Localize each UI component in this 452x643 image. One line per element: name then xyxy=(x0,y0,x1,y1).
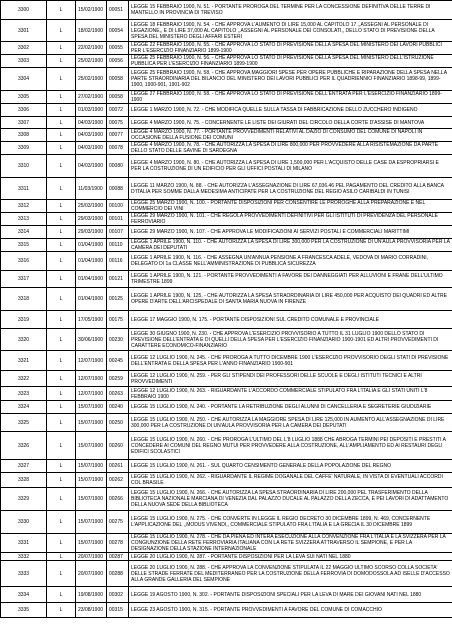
table-row xyxy=(1,20,452,42)
table-row xyxy=(1,553,452,561)
row-date-cell: 11/03/1900 xyxy=(76,178,107,200)
row-description-cell: LEGGE 18 FEBBRAIO 1900, N. 54. - CHE APPROVA L'AUMENTO DI LIRE 15,000 AL CAPITOLO 17 ,,ASSEGNI AL PERSONALE DI LEGAZIONE,, E DI LIRE 37,000 AL CAPITOLO ,,ASSEGNI AL PERSONALE DEI CONSOLATI,, DELLO STATO DI PREVISIONE DELLA SPESA DEL MINISTERO DEGLI AFFARI ESTERI xyxy=(129,20,452,42)
row-number-cell: 00275 xyxy=(107,511,129,534)
row-type-cell: L xyxy=(47,473,76,488)
row-date-cell: 29/03/1900 xyxy=(76,213,107,226)
row-id-cell: 3301 xyxy=(1,20,47,42)
row-description-cell: LEGGE 1 APRILE 1900, N. 121. - PORTANTE PROVVEDIMENTI A FAVORE DEI DANNEGGIATI PER ALLUVIONI E FRANE DELL'ULTIMO TRIMESTRE 1899 xyxy=(129,271,452,288)
row-id-cell: 3312 xyxy=(1,200,47,213)
row-type-cell: L xyxy=(47,488,76,511)
row-type-cell: L xyxy=(47,1,76,20)
table-row xyxy=(1,252,452,271)
row-id-cell: 3330 xyxy=(1,511,47,534)
row-number-cell: 00058 xyxy=(107,68,129,91)
row-id-cell: 3303 xyxy=(1,55,47,68)
table-row xyxy=(1,351,452,371)
row-description-cell: LEGGE 12 LUGLIO 1900, N. 245. - CHE PROROGA A TUTTO DICEMBRE 1900 L'ESERCIZIO PROVVISORIO DEGLI STATI DI PREVISIONE DELL'ENTRATA E DELLA SPESA PER L'ANNO FINANZIARIO 1900-901 xyxy=(129,351,452,371)
row-description-cell: LEGGE 15 LUGLIO 1900, N. 261. - SUL QUARTO CENSIMENTO GENERALE DELLA POPOLAZIONE DEL REGNO xyxy=(129,460,452,473)
row-type-cell: L xyxy=(47,534,76,553)
row-id-cell: 3317 xyxy=(1,271,47,288)
row-description-cell: LEGGE 20 LUGLIO 1900, N. 288. - CHE APPROVA LA CONVENZIONE STIPULATA IL 22 MAGGIO ULTIMO SCORSO COLLA SOCIETA' DELLE STRADE FERRATE DEL MEDITERRANEO PER LA COSTRUZIONE DELLA FERROVIA DI DOMODOSSOLA AD ISELLE D'ACCESSO ALLA GRANDE GALLERIA DEL SEMPIONE xyxy=(129,561,452,587)
row-id-cell: 3328 xyxy=(1,473,47,488)
table-row xyxy=(1,460,452,473)
row-number-cell: 00315 xyxy=(107,603,129,618)
row-description-cell: LEGGE 15 LUGLIO 1900, N. 240. - PORTANTE LA RETRIBUZIONE DEGLI ALUNNI DI CANCELLERIA E SEGRETERIE GIUDIZIARIE xyxy=(129,401,452,414)
row-date-cell: 25/02/1900 xyxy=(76,55,107,68)
table-row xyxy=(1,488,452,511)
row-id-cell: 3320 xyxy=(1,329,47,351)
row-date-cell: 18/02/1900 xyxy=(76,20,107,42)
row-id-cell: 3316 xyxy=(1,252,47,271)
row-description-cell: LEGGE 19 AGOSTO 1900, N. 302. - PORTANTE DISPOSIZIONI SPECIALI PER LA LEVA DI MARE DEI GIOVANI NATI NEL 1880 xyxy=(129,587,452,603)
row-id-cell: 3332 xyxy=(1,553,47,561)
row-number-cell: 00266 xyxy=(107,488,129,511)
row-type-cell: L xyxy=(47,603,76,618)
row-type-cell: L xyxy=(47,178,76,200)
row-type-cell: L xyxy=(47,401,76,414)
row-number-cell: 00250 xyxy=(107,414,129,432)
row-id-cell: 3325 xyxy=(1,414,47,432)
row-type-cell: L xyxy=(47,142,76,155)
row-date-cell: 04/03/1900 xyxy=(76,155,107,178)
row-date-cell: 01/04/1900 xyxy=(76,271,107,288)
row-date-cell: 23/08/1900 xyxy=(76,603,107,618)
row-number-cell: 00080 xyxy=(107,155,129,178)
row-date-cell: 15/02/1900 xyxy=(76,1,107,20)
row-id-cell: 3331 xyxy=(1,534,47,553)
row-description-cell: LEGGE 4 MARZO 1900, N. 80. - CHE AUTORIZZA LA SPESA DI LIRE 1,500,000 PER L'ACQUISTO DELLE CASE DA ESPROPRIARSI E PER LA COSTRUZIONE DI UN EDIFICIO PER GLI UFFICI POSTALI DI MILANO xyxy=(129,155,452,178)
table-row xyxy=(1,239,452,252)
row-description-cell: LEGGE 11 MARZO 1900, N. 88. - CHE AUTORIZZA L'ASSEGNAZIONE DI LIRE 67,036.46 PEL PAGAMENTO DEL CREDITO ALLA BANCA D'ITALIA PER SOMME DALLA MEDESIMA ANTICIPATE PER LA COSTRUZIONE DEL REGIO ASILO CARIBALDI IN TUNISI xyxy=(129,178,452,200)
row-number-cell: 00287 xyxy=(107,553,129,561)
row-date-cell: 15/07/1900 xyxy=(76,511,107,534)
table-body xyxy=(1,1,452,618)
row-id-cell: 3309 xyxy=(1,142,47,155)
row-description-cell: LEGGE 12 LUGLIO 1900, N. 259. - PER GLI STIPENDI DEI PROFESSORI DELLE SCUOLE E DEGLI ISTITUTI TECNICI E ALTRI PROVVEDIMENTI xyxy=(129,371,452,387)
row-id-cell: 3335 xyxy=(1,603,47,618)
row-id-cell: 3300 xyxy=(1,1,47,20)
table-row xyxy=(1,511,452,534)
row-date-cell: 01/03/1900 xyxy=(76,104,107,117)
row-number-cell: 00055 xyxy=(107,42,129,55)
table-row xyxy=(1,42,452,55)
row-type-cell: L xyxy=(47,414,76,432)
table-row xyxy=(1,401,452,414)
row-description-cell: LEGGE 17 MAGGIO 1900, N. 175. - PORTANTE DISPOSIZIONI SUL CREDITO COMUNALE E PROVINCIALE xyxy=(129,311,452,329)
table-row xyxy=(1,91,452,104)
row-type-cell: L xyxy=(47,511,76,534)
row-number-cell: 00100 xyxy=(107,200,129,213)
row-date-cell: 20/07/1900 xyxy=(76,553,107,561)
row-date-cell: 17/05/1900 xyxy=(76,311,107,329)
table-row xyxy=(1,288,452,311)
row-description-cell: LEGGE 1 APRILE 1900, N. 125. - CHE AUTORIZZA LA SPESA STRAORDINARIA DI LIRE 450,000 PER ACQUISTO DEI QUADRI ED ALTRE OPERE D'ARTE DELL'ARCISPEDALE DI SANTA MARIA NUOVA IN FIRENZE xyxy=(129,288,452,311)
row-type-cell: L xyxy=(47,129,76,142)
table-row xyxy=(1,117,452,129)
row-number-cell: 00263 xyxy=(107,387,129,401)
row-date-cell: 15/07/1900 xyxy=(76,432,107,460)
row-type-cell: L xyxy=(47,42,76,55)
row-type-cell: L xyxy=(47,200,76,213)
row-type-cell: L xyxy=(47,288,76,311)
row-id-cell: 3322 xyxy=(1,371,47,387)
row-date-cell: 04/03/1900 xyxy=(76,129,107,142)
table-row xyxy=(1,414,452,432)
row-number-cell: 00259 xyxy=(107,371,129,387)
table-row xyxy=(1,587,452,603)
row-type-cell: L xyxy=(47,252,76,271)
row-date-cell: 15/07/1900 xyxy=(76,401,107,414)
row-type-cell: L xyxy=(47,213,76,226)
row-id-cell: 3305 xyxy=(1,91,47,104)
row-number-cell: 00245 xyxy=(107,351,129,371)
table-row xyxy=(1,473,452,488)
row-type-cell: L xyxy=(47,104,76,117)
row-description-cell: LEGGE 29 MARZO 1900, N. 101. - CHE REGOLA PROVVEDIMENTI DEFINITIVI PER GLI ISTITUTI DI PREVIDENZA DEL PERSONALE FERROVIARIO xyxy=(129,213,452,226)
row-date-cell: 12/07/1900 xyxy=(76,351,107,371)
row-type-cell: L xyxy=(47,371,76,387)
table-row xyxy=(1,432,452,460)
row-id-cell: 3304 xyxy=(1,68,47,91)
row-description-cell: LEGGE 4 MARZO 1900, N. 78. - CHE AUTORIZZA LA SPESA DI LIRE 800,000 PER PROVVEDERE ALLA RISISTEMAZIONE DA PARTE DELLO STATO DELLE SAVINE DI SARDEGNA xyxy=(129,142,452,155)
row-id-cell: 3324 xyxy=(1,401,47,414)
row-type-cell: L xyxy=(47,311,76,329)
row-description-cell: LEGGE 29 MARZO 1900, N. 107. - CHE APPROVA LE MODIFICAZIONI AI SERVIZI POSTALI E COMMERCIALI MARITTIMI xyxy=(129,226,452,239)
row-date-cell: 20/07/1900 xyxy=(76,561,107,587)
row-id-cell: 3315 xyxy=(1,239,47,252)
row-date-cell: 25/03/1900 xyxy=(76,200,107,213)
table-row xyxy=(1,329,452,351)
row-description-cell: LEGGE 15 LUGLIO 1900, N. 278. - CHE DA PIENA ED INTERA ESECUZIONE ALLA CONVENZIONE FRA L'ITALIA E LA SVIZZERA PER LA CONGIUNZIONE DELLA RETE FERROVIARIA ITALIANA CON LA RETE SVIZZERA ATTRAVERSO IL SEMPIONE, E PER LA DESIGNAZIONE DELLA STAZIONE INTERNAZIONALE xyxy=(129,534,452,553)
row-description-cell: LEGGE 12 LUGLIO 1900, N. 263. - RIGUARDANTE L'ACCORDO COMMERCIALE STIPULATO FRA L'ITALIA E GLI STATI UNITI L'8 FEBBRAIO 1900 xyxy=(129,387,452,401)
row-number-cell: 00051 xyxy=(107,1,129,20)
row-id-cell: 3302 xyxy=(1,42,47,55)
row-id-cell: 3333 xyxy=(1,561,47,587)
row-type-cell: L xyxy=(47,329,76,351)
table-row xyxy=(1,104,452,117)
row-type-cell: L xyxy=(47,432,76,460)
row-description-cell: LEGGE 4 MARZO 1900, N. 75. - CONCERNENTE LE LISTE DEI GIURATI DEL CIRCOLO DELLA CORTE D'ASSISE DI MANTOVA xyxy=(129,117,452,129)
row-number-cell: 00125 xyxy=(107,288,129,311)
row-number-cell: 00175 xyxy=(107,311,129,329)
row-description-cell: LEGGE 22 FEBBRAIO 1900, N. 55. - CHE APPROVA LO STATO DI PREVISIONE DELLA SPESA DEL MINISTERO DEI LAVORI PUBBLICI PER L'ESERCIZIO FINANZIARIO 1899-1900 xyxy=(129,42,452,55)
row-number-cell: 00262 xyxy=(107,473,129,488)
row-date-cell: 27/02/1900 xyxy=(76,91,107,104)
row-type-cell: L xyxy=(47,55,76,68)
table-row xyxy=(1,129,452,142)
row-date-cell: 15/07/1900 xyxy=(76,534,107,553)
row-id-cell: 3327 xyxy=(1,460,47,473)
row-number-cell: 00078 xyxy=(107,142,129,155)
row-number-cell: 00072 xyxy=(107,104,129,117)
row-date-cell: 25/02/1900 xyxy=(76,68,107,91)
row-type-cell: L xyxy=(47,117,76,129)
table-row xyxy=(1,55,452,68)
row-id-cell: 3311 xyxy=(1,178,47,200)
row-number-cell: 00101 xyxy=(107,213,129,226)
table-row xyxy=(1,213,452,226)
table-row xyxy=(1,178,452,200)
row-id-cell: 3306 xyxy=(1,104,47,117)
row-description-cell: LEGGE 25 FEBBRAIO 1900, N. 56. - CHE APPROVA LO STATO DI PREVISIONE DELLA SPESA DEL MINISTERO DELL'ISTRUZIONE PUBBLICA PER L'ESERCIZIO FINANZIARIO 1899-1900 xyxy=(129,55,452,68)
row-description-cell: LEGGE 15 LUGLIO 1900, N. 262. - RIGUARDANTE IL REGIME DOGANALE DEL CAFFE' NATURALE, IN VISTA DI EVENTUALI ACCORDI COL BRASILE xyxy=(129,473,452,488)
row-date-cell: 15/07/1900 xyxy=(76,473,107,488)
row-description-cell: LEGGE 1 APRILE 1900, N. 116. - CHE ASSEGNA UN'ANNUA PENSIONE A FRANCESCA ADELE, VEDOVA DI MARIO CORRADINI, DELEGATO DI 1a CLASSE NELL'AMMINISTRAZIONE DI PUBBLICA SICUREZZA xyxy=(129,252,452,271)
row-id-cell: 3314 xyxy=(1,226,47,239)
row-type-cell: L xyxy=(47,155,76,178)
row-type-cell: L xyxy=(47,351,76,371)
row-description-cell: LEGGE 20 LUGLIO 1900, N. 287. - PORTANTE DISPOSIZIONI PER LA LEVA SUI NATI NEL 1880 xyxy=(129,553,452,561)
row-id-cell: 3321 xyxy=(1,351,47,371)
row-description-cell: LEGGE 15 LUGLIO 1900, N. 260. - CHE PROROGA L'ULTIMO DEL L'8 LUGLIO 1888 CHE ABROGA TERMINI PEI DEPOSITI E PRESTITI A CONCEDERE AI COMUNI DEL REGNO MUTUI PER PROVVEDERE ALLA COSTRUZIONE, ALL'AMPLIAMENTO ED AI RESTAURI DEGLI EDIFICI SCOLASTICI xyxy=(129,432,452,460)
table-row xyxy=(1,311,452,329)
row-description-cell: LEGGE 15 LUGLIO 1900, N. 250. - CHE AUTORIZZA LA MAGGIORE SPESA DI LIRE 125,000 IN AUMENTO ALL'ASSEGNAZIONE DI LIRE 300,000 PER LA COSTRUZIONE DI UN'AULA PROVVISORIA PER LA CAMERA DEI DEPUTATI xyxy=(129,414,452,432)
row-number-cell: 00121 xyxy=(107,271,129,288)
row-date-cell: 01/04/1900 xyxy=(76,239,107,252)
row-number-cell: 00088 xyxy=(107,178,129,200)
row-description-cell: LEGGE 15 LUGLIO 1900, N. 275. - CHE CONVERTE IN LEGGE IL REGIO DECRETO 30 DICEMBRE 1899, N. 469, CONCERNENTE L'APPLICAZIONE DEL ,,MODUS VIVENDI,, COMMERCIALE STIPULATO FRA L'ITALIA E LA GRECIA IL 30 DICEMBRE 1899 xyxy=(129,511,452,534)
row-type-cell: L xyxy=(47,20,76,42)
table-row xyxy=(1,200,452,213)
row-number-cell: 00230 xyxy=(107,329,129,351)
table-row xyxy=(1,142,452,155)
row-description-cell: LEGGE 25 FEBBRAIO 1900, N. 58. - CHE APPROVA MAGGIORI SPESE PER OPERE PUBBLICHE E RIPARAZIONE DELLA SPESA NELLA PARTE STRAORDINARIA DEL BILANCIO DEL MINISTERO DEI LAVORI PUBBLICI PER IL QUADRIENNIO FINANZIARIO 1898-99, 1899-1900, 1900-901, 1901-902 xyxy=(129,68,452,91)
table-row xyxy=(1,226,452,239)
row-date-cell: 15/07/1900 xyxy=(76,488,107,511)
row-number-cell: 00260 xyxy=(107,432,129,460)
row-id-cell: 3326 xyxy=(1,432,47,460)
row-date-cell: 01/04/1900 xyxy=(76,252,107,271)
table-row xyxy=(1,534,452,553)
row-type-cell: L xyxy=(47,387,76,401)
row-id-cell: 3310 xyxy=(1,155,47,178)
table-row xyxy=(1,387,452,401)
table-row xyxy=(1,155,452,178)
row-type-cell: L xyxy=(47,91,76,104)
row-id-cell: 3308 xyxy=(1,129,47,142)
row-type-cell: L xyxy=(47,553,76,561)
row-type-cell: L xyxy=(47,68,76,91)
row-date-cell: 29/03/1900 xyxy=(76,226,107,239)
row-number-cell: 00278 xyxy=(107,534,129,553)
row-description-cell: LEGGE 15 LUGLIO 1900, N. 266. - CHE AUTORIZZA LA SPESA STRAORDINARIA DI LIRE 200,000 PEL TRASFERIMENTO DELLA BIBLIOTECA NAZIONALE MARCIANA DI VENEZIA DAL PALAZZO DUCALE AL PALAZZO DELLA ZECCA, E PEI LAVORI DI ADATTAMENTO DELLA NUOVA SEDE DELLA BIBLIOTECA xyxy=(129,488,452,511)
row-date-cell: 30/06/1900 xyxy=(76,329,107,351)
row-description-cell: LEGGE 30 GIUGNO 1900, N. 230. - CHE APPROVA L'ESERCIZIO PROVVISORIO A TUTTO IL 31 LUGLIO 1900 DELLO STATO DI PREVISIONE DELL'ENTRATA E DI QUELLI DELLA SPESA PER L'ESERCIZIO FINANZIARIO 1900-1901 ED ALTRI PROVVEDIMENTI DI CARATTERE ECONOMICO-FINANZIARIO xyxy=(129,329,452,351)
row-date-cell: 04/03/1900 xyxy=(76,117,107,129)
table-row xyxy=(1,603,452,618)
row-id-cell: 3313 xyxy=(1,213,47,226)
row-date-cell: 12/07/1900 xyxy=(76,387,107,401)
table-row xyxy=(1,1,452,20)
row-number-cell: 00107 xyxy=(107,226,129,239)
row-number-cell: 00110 xyxy=(107,239,129,252)
row-date-cell: 04/03/1900 xyxy=(76,142,107,155)
row-number-cell: 00240 xyxy=(107,401,129,414)
table-row xyxy=(1,371,452,387)
row-number-cell: 00302 xyxy=(107,587,129,603)
row-id-cell: 3323 xyxy=(1,387,47,401)
row-date-cell: 12/07/1900 xyxy=(76,371,107,387)
row-id-cell: 3329 xyxy=(1,488,47,511)
row-type-cell: L xyxy=(47,460,76,473)
table-row xyxy=(1,68,452,91)
row-number-cell: 00058 xyxy=(107,91,129,104)
row-description-cell: LEGGE 1 APRILE 1900, N. 110. - CHE AUTORIZZA LA SPESA DI LIRE 300,000 PER LA COSTRUZIONE DI UN'AULA PROVVISORIA PER LA CAMERA DEI DEPUTATI xyxy=(129,239,452,252)
table-row xyxy=(1,561,452,587)
row-date-cell: 01/04/1900 xyxy=(76,288,107,311)
row-number-cell: 00075 xyxy=(107,117,129,129)
row-number-cell: 00077 xyxy=(107,129,129,142)
row-date-cell: 22/02/1900 xyxy=(76,42,107,55)
row-id-cell: 3307 xyxy=(1,117,47,129)
row-date-cell: 15/07/1900 xyxy=(76,460,107,473)
row-type-cell: L xyxy=(47,226,76,239)
row-type-cell: L xyxy=(47,561,76,587)
row-id-cell: 3319 xyxy=(1,311,47,329)
row-id-cell: 3318 xyxy=(1,288,47,311)
row-id-cell: 3334 xyxy=(1,587,47,603)
row-type-cell: L xyxy=(47,271,76,288)
row-number-cell: 00054 xyxy=(107,20,129,42)
row-number-cell: 00288 xyxy=(107,561,129,587)
row-date-cell: 19/08/1900 xyxy=(76,587,107,603)
row-description-cell: LEGGE 27 FEBBRAIO 1900, N. 58. - CHE APPROVA LO STATO DI PREVISIONE DELL'ENTRATA PER L'ESERCIZIO FINANZIARIO 1899-1900 xyxy=(129,91,452,104)
row-date-cell: 15/07/1900 xyxy=(76,414,107,432)
row-description-cell: LEGGE 25 MARZO 1900, N. 100. - PORTANTE DISPOSIZIONI PER CONSENTIRE LE PROROGHE ALLA PREPARAZIONE E NEL COMMERCIO DEI VINI xyxy=(129,200,452,213)
row-description-cell: LEGGE 1 MARZO 1900, N. 72. - CHE MODIFICA QUELLE SULLA TASSA DI FABBRICAZIONE DELLO ZUCCHERO INDIGENO xyxy=(129,104,452,117)
row-description-cell: LEGGE 15 FEBBRAIO 1900, N. 51. - PORTANTE PROROGA DEL TERMINE PER LA CONCESSIONE DEFINITIVA DELLE TERRE DI MANTELLO IN PROVINCIA DI TREVISO xyxy=(129,1,452,20)
table-row xyxy=(1,271,452,288)
row-type-cell: L xyxy=(47,587,76,603)
row-description-cell: LEGGE 4 MARZO 1900, N. 77. - PORTANTE PROVVEDIMENTI RELATIVI AL DAZIO DI CONSUMO DEL COMUNE DI NAPOLI IN OCCASIONE DELLA FUSIONE DEI COMUNI xyxy=(129,129,452,142)
row-number-cell: 00261 xyxy=(107,460,129,473)
row-number-cell: 00056 xyxy=(107,55,129,68)
row-description-cell: LEGGE 23 AGOSTO 1900, N. 315. - PORTANTE PROVVEDIMENTI A FAVORE DEL COMUNE DI COMACCHIO xyxy=(129,603,452,618)
row-type-cell: L xyxy=(47,239,76,252)
row-number-cell: 00116 xyxy=(107,252,129,271)
